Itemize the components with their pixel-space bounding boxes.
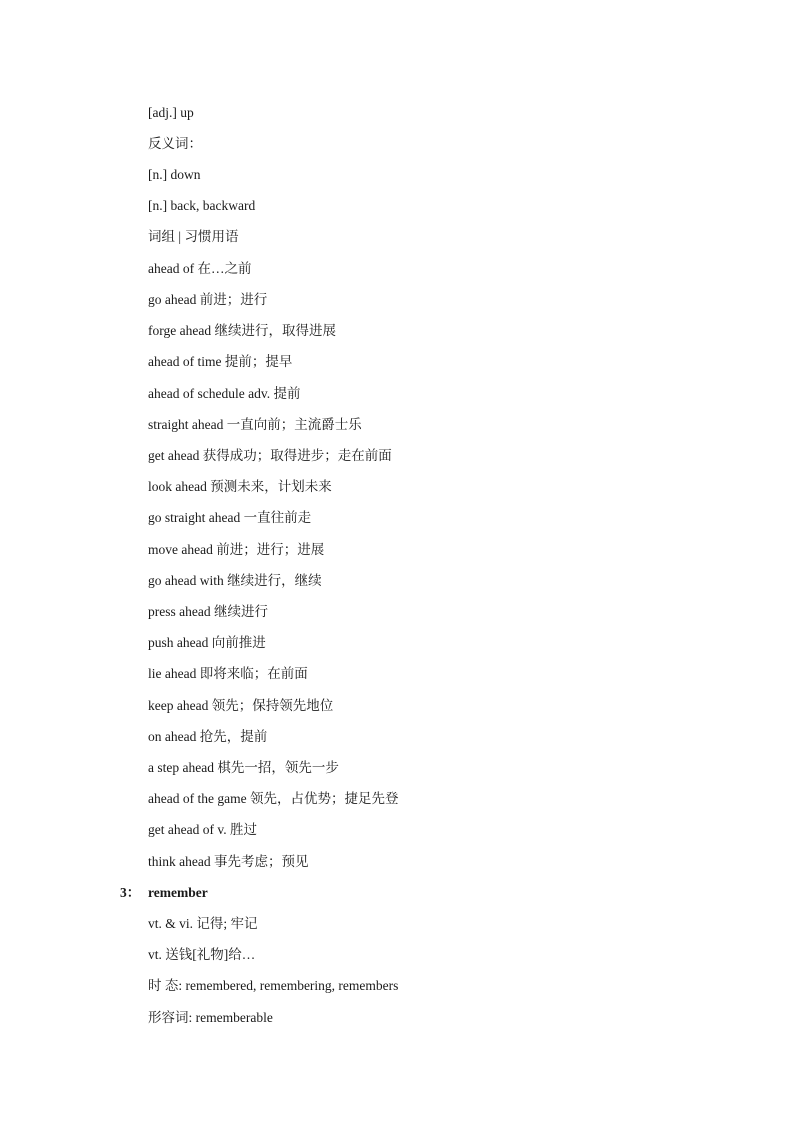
section-heading: 词组 | 习惯用语 <box>148 229 239 244</box>
entry-number: 3： <box>120 885 141 900</box>
text-line: [n.] down <box>148 167 201 182</box>
text-line: [adj.] up <box>148 105 194 120</box>
adjective-line: 形容词: rememberable <box>148 1010 273 1025</box>
phrase-line: push ahead 向前推进 <box>148 635 266 650</box>
phrase-line: get ahead of v. 胜过 <box>148 822 257 837</box>
phrase-line: on ahead 抢先，提前 <box>148 729 268 744</box>
text-line: [n.] back, backward <box>148 198 256 213</box>
phrase-line: keep ahead 领先；保持领先地位 <box>148 698 334 713</box>
text-line: 反义词： <box>148 136 202 151</box>
phrase-line: go straight ahead 一直往前走 <box>148 510 312 525</box>
phrase-line: ahead of the game 领先，占优势；捷足先登 <box>148 791 399 806</box>
phrase-line: ahead of schedule adv. 提前 <box>148 386 301 401</box>
tense-line: 时 态: remembered, remembering, remembers <box>148 978 399 993</box>
phrase-line: lie ahead 即将来临；在前面 <box>148 666 308 681</box>
phrase-line: go ahead with 继续进行，继续 <box>148 573 322 588</box>
phrase-line: ahead of 在…之前 <box>148 261 252 276</box>
phrase-line: press ahead 继续进行 <box>148 604 268 619</box>
phrase-line: forge ahead 继续进行，取得进展 <box>148 323 336 338</box>
definition-line: vt. 送钱[礼物]给… <box>148 947 256 962</box>
definition-line: vt. & vi. 记得; 牢记 <box>148 916 258 931</box>
entry-heading <box>120 884 208 902</box>
phrase-line: think ahead 事先考虑；预见 <box>148 854 309 869</box>
phrase-line: straight ahead 一直向前；主流爵士乐 <box>148 417 362 432</box>
phrase-line: look ahead 预测未来，计划未来 <box>148 479 332 494</box>
phrase-line: go ahead 前进；进行 <box>148 292 268 307</box>
phrase-line: ahead of time 提前；提早 <box>148 354 293 369</box>
entry-word: remember <box>148 885 208 900</box>
phrase-line: move ahead 前进；进行；进展 <box>148 542 325 557</box>
phrase-line: a step ahead 棋先一招，领先一步 <box>148 760 339 775</box>
phrase-line: get ahead 获得成功；取得进步；走在前面 <box>148 448 392 463</box>
